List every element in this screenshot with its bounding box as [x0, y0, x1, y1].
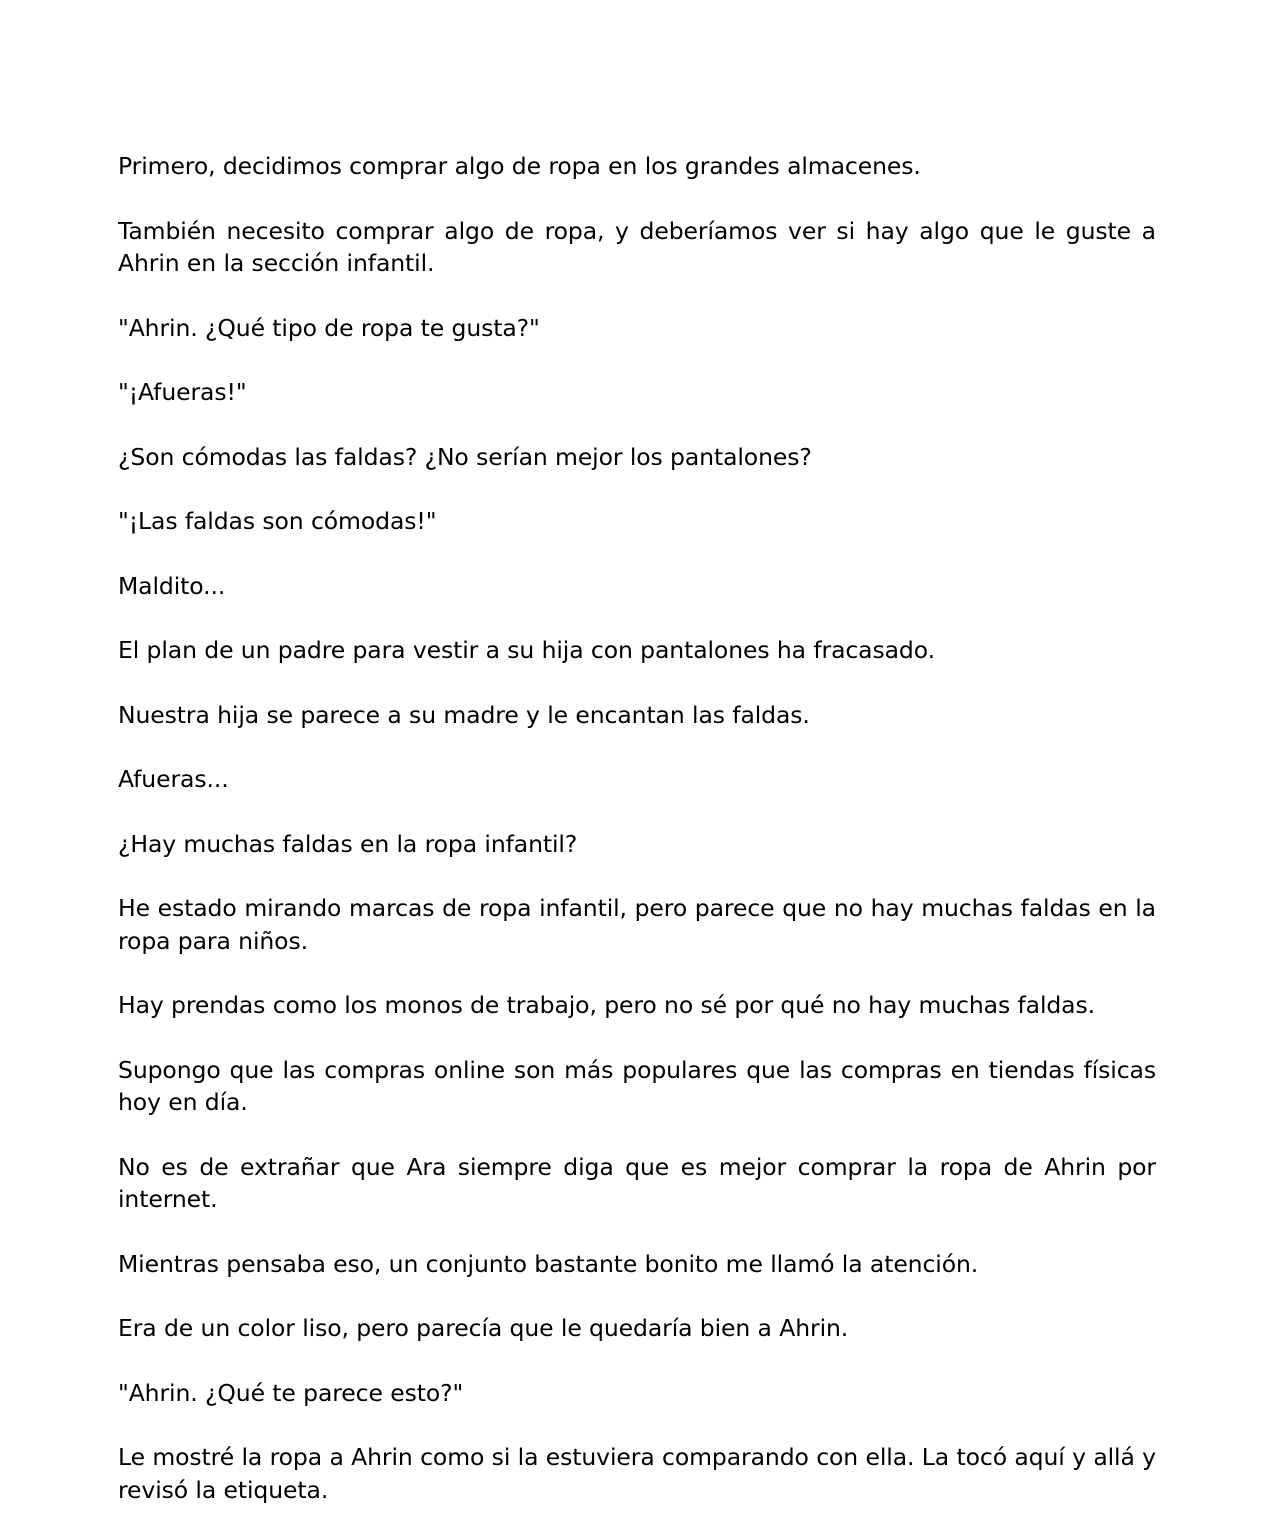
- paragraph: He estado mirando marcas de ropa infantil, pero parece que no hay muchas faldas en la ropa para niños.: [118, 894, 1156, 955]
- paragraph: El plan de un padre para vestir a su hija con pantalones ha fracasado.: [118, 636, 935, 664]
- paragraph: Le mostré la ropa a Ahrin como si la estuviera comparando con ella. La tocó aquí y allá y revisó la etiqueta.: [118, 1443, 1156, 1504]
- paragraph: No es de extrañar que Ara siempre diga que es mejor comprar la ropa de Ahrin por internet.: [118, 1152, 1156, 1213]
- paragraph: También necesito comprar algo de ropa, y deberíamos ver si hay algo que le guste a Ahrin en la sección infantil.: [118, 216, 1156, 277]
- paragraph: Afueras...: [118, 765, 229, 793]
- paragraph: Primero, decidimos comprar algo de ropa en los grandes almacenes.: [118, 152, 921, 180]
- document-body: [118, 150, 1156, 1515]
- paragraph: Maldito...: [118, 571, 226, 600]
- paragraph: "¡Afueras!": [118, 378, 247, 406]
- paragraph: Era de un color liso, pero parecía que le quedaría bien a Ahrin.: [118, 1314, 849, 1342]
- paragraph: Hay prendas como los monos de trabajo, pero no sé por qué no hay muchas faldas.: [118, 991, 1096, 1019]
- paragraph: "Ahrin. ¿Qué tipo de ropa te gusta?": [118, 313, 540, 342]
- paragraph: Mientras pensaba eso, un conjunto bastante bonito me llamó la atención.: [118, 1249, 979, 1278]
- paragraph: "Ahrin. ¿Qué te parece esto?": [118, 1378, 464, 1407]
- paragraph: "¡Las faldas son cómodas!": [118, 507, 437, 535]
- paragraph: Nuestra hija se parece a su madre y le encantan las faldas.: [118, 700, 810, 729]
- paragraph: ¿Hay muchas faldas en la ropa infantil?: [118, 829, 578, 858]
- paragraph: ¿Son cómodas las faldas? ¿No serían mejor los pantalones?: [118, 442, 812, 471]
- paragraph: Supongo que las compras online son más populares que las compras en tiendas físicas hoy en día.: [118, 1055, 1156, 1116]
